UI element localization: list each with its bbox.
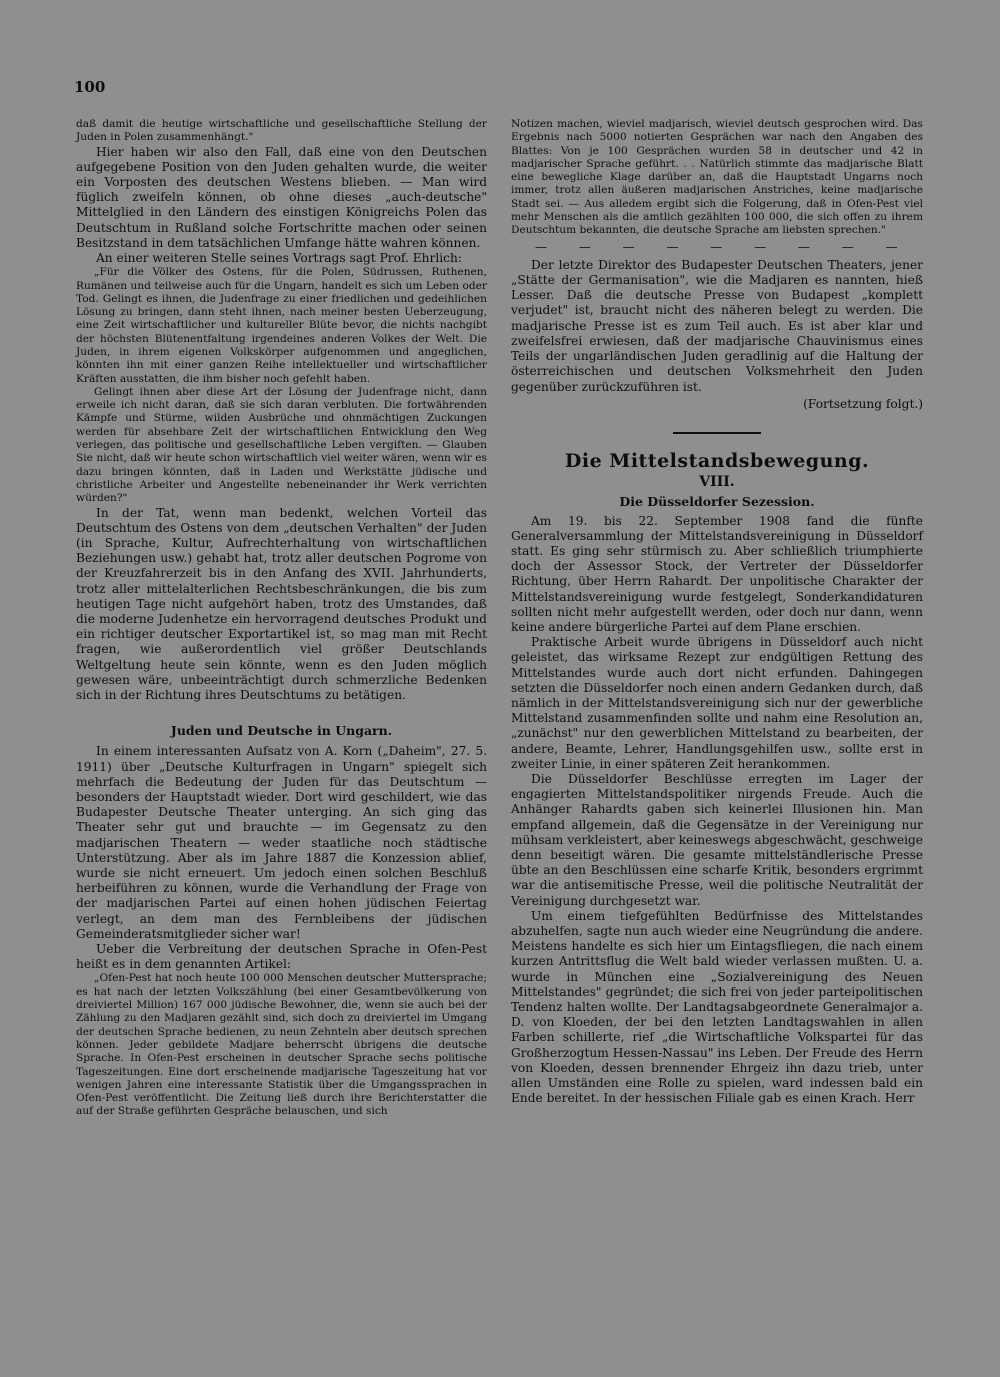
intro-fragment: daß damit die heutige wirtschaftliche und gesellschaftliche Stellung der Juden in Polen zusammenhängt." xyxy=(76,118,487,144)
divider-rule xyxy=(673,432,761,434)
paragraph: Der letzte Direktor des Budapester Deutschen Theaters, jener „Stätte der Germanisation", wie die Madjaren es nannten, hieß Lesser. Daß die deutsche Presse von Budapest „komplett verjudet" ist, braucht nicht des näheren belegt zu werden. Die madjarische Presse ist es zum Teil auch. Es ist aber klar und zweifelsfrei erwiesen, daß der madjarische Chauvinismus eines Teils der ungarländischen Juden geradlinig auf die Haltung der österreichischen und deutschen Volksmehrheit den Juden gegenüber zurückzuführen ist. xyxy=(511,257,923,394)
paragraph: An einer weiteren Stelle seines Vortrags sagt Prof. Ehrlich: xyxy=(96,251,462,266)
block-quote-continued: Notizen machen, wieviel madjarisch, wieviel deutsch gesprochen wird. Das Ergebnis nach 5000 notierten Gesprächen war nach den Angaben des Blattes: Von je 100 Gesprächen wurden 58 in deutscher und 42 in madjarischer Sprache geführt. . . Natürlich stimmte das madjarische Blatt eine bewegliche Klage darüber an, daß die Hauptstadt Ungarns noch immer, trotz allen äußeren madjarischen Anstriches, keine madjarische Stadt sei. — Aus alledem ergibt sich die Folgerung, daß in Ofen-Pest viel mehr Menschen als die amtlich gezählten 100 000, die sich offen zu ihrem Deutschtum bekannten, die deutsche Sprache am liebsten sprechen." xyxy=(511,118,923,237)
paragraph: Hier haben wir also den Fall, daß eine von den Deutschen aufgegebene Position von den Juden gehalten wurde, die weiter ein Vorposten des deutschen Westens blieben. — Man wird füglich zweifeln können, ob ohne dieses „auch-deutsche" Mittelglied in den Ländern des einstigen Königreichs Polen das Deutschtum in Rußland solche Fortschritte machen oder seinen Besitzstand in dem tatsächlichen Umfange hätte wahren können. xyxy=(76,144,487,250)
left-column xyxy=(76,118,487,1119)
paragraph: Praktische Arbeit wurde übrigens in Düsseldorf auch nicht geleistet, das wirksame Rezept zur endgültigen Rettung des Mittelstandes wurde auch dort nicht erfunden. Dahingegen setzten die Düsseldorfer noch einen andern Gedanken durch, daß nämlich in der Mittelstandsvereinigung sich nur der gewerbliche Mittelstand zusammenfinden sollte und nahm eine Resolution an, „zunächst" nur den gewerblichen Mittelstand zu bearbeiten, der andere, Beamte, Lehrer, Handlungsgehilfen usw., sollte erst in zweiter Linie, in einer späteren Zeit herankommen. xyxy=(511,635,923,771)
page-number: 100 xyxy=(74,78,106,96)
article-title: Die Mittelstandsbewegung. xyxy=(564,449,870,472)
section-heading: Die Düsseldorfer Sezession. xyxy=(619,494,815,510)
paragraph: In der Tat, wenn man bedenkt, welchen Vorteil das Deutschtum des Ostens von dem „deutschen Verhalten" der Juden (in Sprache, Kultur, Aufrechterhaltung von wirtschaftlichen Beziehungen usw.) gehabt hat, trotz aller deutschen Pogrome von der Kreuzfahrerzeit bis in den Anfang des XVII. Jahrhunderts, trotz aller mittelalterlichen Rechtsbeschränkungen, die bis zum heutigen Tage nicht aufgehört haben, trotz des Umstandes, daß die moderne Judenhetze ein hervorragend deutsches Produkt und ein richtiger deutscher Exportartikel ist, so mag man mit Recht fragen, wie außerordentlich viel größer Deutschlands Weltgeltung heute sein könnte, wenn es den Juden möglich gewesen wäre, unbeeinträchtigt durch schmerzliche Bedenken sich in der Richtung ihres Deutschtums zu betätigen. xyxy=(76,505,487,702)
paragraph: Ueber die Verbreitung der deutschen Sprache in Ofen-Pest heißt es in dem genannten Artikel: xyxy=(76,942,487,972)
separator-dashes: — — — — — — — — — xyxy=(535,239,912,254)
block-quote: „Für die Völker des Ostens, für die Polen, Südrussen, Ruthenen, Rumänen und teilweise auch für die Ungarn, handelt es sich um Leben oder Tod. Gelingt es ihnen, die Judenfrage zu einer friedlichen und gedeihlichen Lösung zu bringen, dann steht ihnen, nach meiner besten Ueberzeugung, eine Zeit wirtschaftlicher und kultureller Blüte bevor, die nichts nachgibt der höchsten Blütenentfaltung irgendeines anderen Volkes der Welt. Die Juden, in ihrem eigenen Volkskörper aufgenommen und angeglichen, könnten ihn mit einer ganzen Reihe intellektueller und wirtschaftlicher Kräften ausstatten, die ihm bisher noch gefehlt haben. xyxy=(76,266,487,385)
paragraph: In einem interessanten Aufsatz von A. Korn („Daheim", 27. 5. 1911) über „Deutsche Kulturfragen in Ungarn" spiegelt sich mehrfach die Bedeutung der Juden für das Deutschtum — besonders der Hauptstadt wieder. Dort wird geschildert, wie das Budapester Deutsche Theater unterging. An sich ging das Theater sehr gut und brauchte — im Gegensatz zu den madjarischen Theatern — weder staatliche noch städtische Unterstützung. Aber als im Jahre 1887 die Konzession ablief, wurde sie nicht erneuert. Um jedoch einen solchen Beschluß herbeiführen zu können, wurde die Verhandlung der Frage von der madjarischen Partei auf einen hohen jüdischen Feiertag verlegt, an dem man des Fernbleibens der jüdischen Gemeinderatsmitglieder sicher war! xyxy=(76,744,487,941)
right-column xyxy=(511,118,923,1106)
paragraph: Um einem tiefgefühlten Bedürfnisse des Mittelstandes abzuhelfen, sagte nun auch wieder eine Neugründung die andere. Meistens handelte es sich hier um Eintagsfliegen, die nach einem kurzen Antrittsflug die Welt bald wieder verlassen mußten. U. a. wurde in München eine „Sozialvereinigung des Neuen Mittelstandes" gegründet; die sich frei von jeder parteipolitischen Tendenz halten wollte. Der Landtagsabgeordnete Generalmajor a. D. von Kloeden, der bei den letzten Landtagswahlen in allen Farben schillerte, rief „die Wirtschaftliche Volkspartei für das Großherzogtum Hessen-Nassau" ins Leben. Der Freude des Herrn von Kloeden, dessen brennender Ehrgeiz ihn dazu trieb, unter allen Umständen eine Rolle zu spielen, ward indessen bald ein Ende bereitet. In der hessischen Filiale gab es einen Krach. Herr xyxy=(511,908,923,1106)
chapter-number: VIII. xyxy=(699,474,735,491)
paragraph: Die Düsseldorfer Beschlüsse erregten im Lager der engagierten Mittelstandspolitiker nirgends Freude. Auch die Anhänger Rahardts gaben sich keinerlei Illusionen hin. Man empfand allgemein, daß die Gegensätze in der Vereinigung nur mühsam verkleistert, aber keineswegs abgeschwächt, geschweige denn beseitigt wären. Die gesamte mittelständlerische Presse übte an den Beschlüssen eine scharfe Kritik, besonders ergrimmt war die antisemitische Presse, weil die politische Neutralität der Vereinigung durchgesetzt war. xyxy=(511,771,923,908)
paragraph: Am 19. bis 22. September 1908 fand die fünfte Generalversammlung der Mittelstandsvereinigung in Düsseldorf statt. Es ging sehr stürmisch zu. Aber schließlich triumphierte doch der Assessor Stock, der Vertreter der Düsseldorfer Richtung, über Herrn Rahardt. Der unpolitische Charakter der Mittelstandsvereinigung wurde festgelegt, Sonderkandidaturen sollten nicht mehr aufgestellt werden, oder doch nur dann, wenn keine andere bürgerliche Partei auf dem Plane erschien. xyxy=(511,513,923,634)
continuation-note: (Fortsetzung folgt.) xyxy=(803,396,923,411)
block-quote: Gelingt ihnen aber diese Art der Lösung der Judenfrage nicht, dann erweile ich nicht daran, daß sie sich daran verbluten. Die fortwährenden Kämpfe und Stürme, wilden Ausbrüche und ohnmächtigen Zuckungen werden für absehbare Zeit der wirtschaftlichen Entwicklung den Weg verlegen, das politische und gesellschaftliche Leben vergiften. — Glauben Sie nicht, daß wir heute schon wirtschaftlich viel weiter wären, wenn wir es dazu bringen könnten, daß in Laden und Werkstätte jüdische und christliche Arbeiter und Angestellte nebeneinander ihr Werk verrichten würden?" xyxy=(76,385,487,505)
block-quote: „Ofen-Pest hat noch heute 100 000 Menschen deutscher Muttersprache; es hat nach der letzten Volkszählung (bei einer Gesamtbevölkerung von dreiviertel Million) 167 000 jüdische Bewohner, die, wenn sie auch bei der Zählung zu den Madjaren gezählt sind, sich doch zu dreiviertel im Umgang der deutschen Sprache bedienen, zu neun Zehnteln aber deutsch sprechen können. Jeder gebildete Madjare beherrscht übrigens die deutsche Sprache. In Ofen-Pest erscheinen in deutscher Sprache sechs politische Tageszeitungen. Eine dort erscheinende madjarische Tageszeitung hat vor wenigen Jahren eine interessante Statistik über die Umgangssprachen in Ofen-Pest veröffentlicht. Die Zeitung ließ durch ihre Berichterstatter die auf der Straße geführten Gespräche belauschen, und sich xyxy=(76,972,487,1118)
section-heading: Juden und Deutsche in Ungarn. xyxy=(170,723,393,739)
